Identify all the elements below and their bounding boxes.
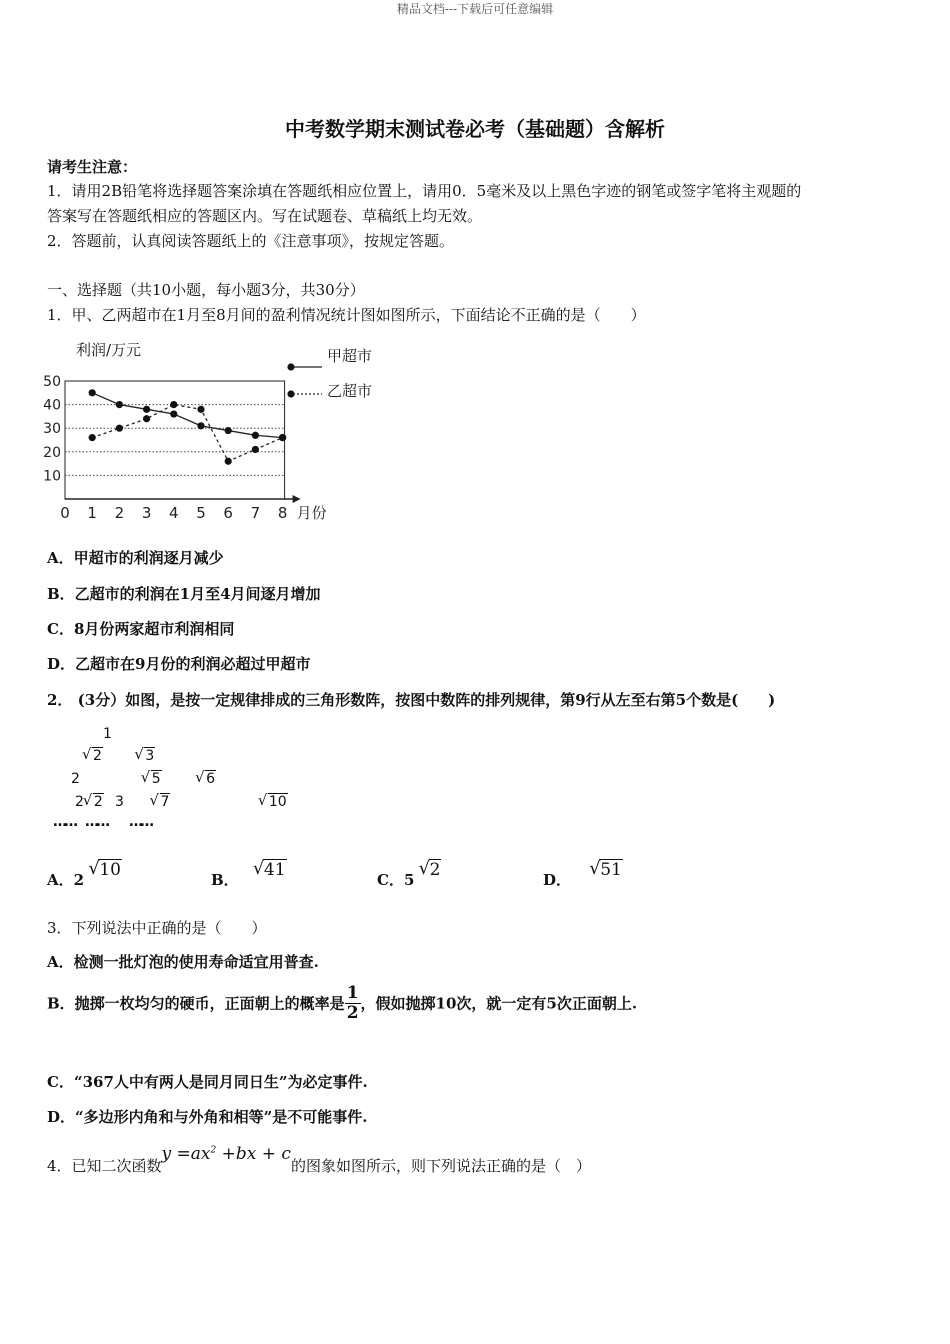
series-1-point-5 [197, 422, 204, 429]
x-tick-1: 1 [87, 504, 97, 522]
array-r4-4: √ 10 [259, 794, 288, 810]
q2-option-b: B． √ 41 [211, 869, 277, 890]
legend-label-1: 甲超市 [327, 347, 373, 365]
y-tick-10: 10 [43, 468, 61, 485]
x-tick-0: 0 [60, 504, 70, 522]
series-1-point-7 [252, 432, 259, 439]
q2-option-d: D． √ 51 [543, 869, 609, 890]
x-tick-8: 8 [277, 504, 288, 522]
q3-option-c: C．“367人中有两人是同月同日生”为必定事件. [47, 1073, 368, 1091]
array-dots-1: …… [53, 814, 75, 830]
notice-line1: 1．请用2B铅笔将选择题答案涂填在答题纸相应位置上，请用0．5毫米及以上黑色字迹的钢笔或签字笔将主观题的 [47, 182, 802, 200]
array-dots-2: …… [85, 814, 107, 830]
section-heading: 一、选择题（共10小题，每小题3分，共30分） [47, 281, 365, 299]
y-axis-label: 利润/万元 [76, 341, 142, 359]
plot-frame [65, 381, 285, 499]
x-tick-2: 2 [114, 504, 125, 522]
page-header: 精品文档---下载后可任意编辑 [396, 2, 554, 16]
notice-heading: 请考生注意： [47, 158, 138, 176]
profit-line-chart [40, 335, 390, 530]
array-r3-2: √ 5 [142, 771, 162, 787]
x-tick-7: 7 [250, 504, 261, 522]
series-2-point-4 [170, 401, 177, 408]
series-2-point-2 [116, 425, 123, 432]
q1-option-b: B．乙超市的利润在1月至4月间逐月增加 [47, 585, 321, 603]
q1-option-c: C．8月份两家超市利润相同 [47, 620, 235, 638]
q2-option-a: A．2 √ 10 [47, 869, 122, 890]
series-2-point-7 [252, 446, 259, 453]
series-2-point-6 [225, 458, 232, 465]
q3-option-b: B．抛掷一枚均匀的硬币，正面朝上的概率是 $\frac{1}{2}$ ，假如抛掷10次，就一定有5次正面朝上. [47, 983, 638, 1023]
array-r2-2: √ 3 [135, 748, 155, 764]
series-1-point-2 [116, 401, 123, 408]
array-r4-3: 3 [115, 794, 124, 810]
series-2-point-5 [197, 406, 204, 413]
quadratic-formula: $y =ax^2 +bx + c$ [161, 1144, 291, 1164]
page-title: 中考数学期末测试卷必考（基础题）含解析 [285, 117, 665, 141]
q2-option-c: C．5 √ 2 [377, 869, 441, 890]
question-2-stem: 2． (3分）如图，是按一定规律排成的三角形数阵，按图中数阵的排列规律，第9行从左至右第5个数是( ) [47, 691, 776, 709]
legend-label-2: 乙超市 [327, 382, 373, 400]
x-axis-label: 月份 [296, 504, 327, 522]
x-tick-5: 5 [196, 504, 206, 522]
array-r3-1: 2 [71, 771, 80, 787]
series-2-point-1 [89, 434, 96, 441]
array-r1: 1 [103, 726, 112, 742]
x-axis-arrow [293, 495, 301, 503]
series-2-point-8 [279, 434, 286, 441]
x-tick-4: 4 [169, 504, 179, 522]
triangular-number-array [45, 726, 287, 836]
array-r2-1: √ 2 [83, 748, 103, 764]
y-tick-50: 50 [43, 374, 61, 390]
series-2-point-3 [143, 415, 150, 422]
y-tick-40: 40 [43, 397, 61, 414]
array-dots-3: …… [129, 814, 151, 830]
array-r4-1: √ 7 [151, 794, 171, 810]
notice-line1b: 答案写在答题纸相应的答题区内。写在试题卷、草稿纸上均无效。 [47, 207, 483, 225]
series-1-point-3 [143, 406, 150, 413]
question-3-stem: 3．下列说法中正确的是（ ） [47, 919, 267, 937]
q3-option-a: A．检测一批灯泡的使用寿命适宜用普查. [47, 953, 319, 971]
x-tick-6: 6 [223, 504, 233, 522]
question-1-stem: 1．甲、乙两超市在1月至8月间的盈利情况统计图如图所示，下面结论不正确的是（ ） [47, 306, 646, 324]
series-1-point-4 [170, 410, 177, 417]
y-tick-20: 20 [43, 444, 61, 461]
series-1-point-6 [225, 427, 232, 434]
series-1-point-1 [89, 389, 96, 396]
q3-option-d: D．“多边形内角和与外角和相等”是不可能事件. [47, 1108, 368, 1126]
q1-option-d: D．乙超市在9月份的利润必超过甲超市 [47, 655, 311, 673]
fraction-one-half: $\frac{1}{2}$ [346, 983, 359, 1023]
x-tick-3: 3 [141, 504, 152, 522]
y-tick-30: 30 [43, 421, 61, 438]
notice-line2: 2．答题前，认真阅读答题纸上的《注意事项》，按规定答题。 [47, 232, 455, 250]
question-4-stem: 4．已知二次函数$y =ax^2 +bx + c$的图象如图所示，则下列说法正确的是（ ） [47, 1144, 591, 1175]
array-r3-3: √ 6 [196, 771, 216, 787]
q1-option-a: A．甲超市的利润逐月减少 [47, 549, 224, 567]
array-r4-2: 2√ 2 [75, 794, 104, 810]
